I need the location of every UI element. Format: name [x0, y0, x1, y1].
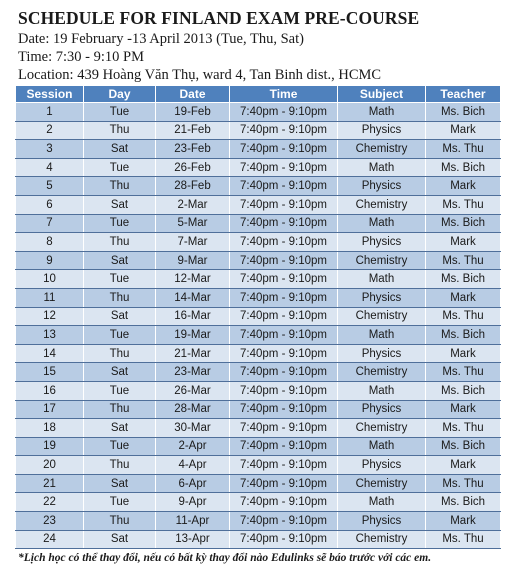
date-cell: 28-Feb — [156, 177, 230, 196]
date-cell: 9-Apr — [156, 493, 230, 512]
date-cell: 9-Mar — [156, 251, 230, 270]
time-cell: 7:40pm - 9:10pm — [230, 437, 338, 456]
teacher-cell: Mark — [426, 121, 501, 140]
location-line: Location: 439 Hoàng Văn Thụ, ward 4, Tan Binh dist., HCMC — [18, 67, 382, 83]
time-cell: 7:40pm - 9:10pm — [230, 493, 338, 512]
table-row — [16, 363, 501, 382]
time-cell: 7:40pm - 9:10pm — [230, 326, 338, 345]
time-cell: 7:40pm - 9:10pm — [230, 140, 338, 159]
session-cell: 12 — [16, 307, 84, 326]
teacher-cell: Ms. Bich — [426, 103, 501, 122]
session-cell: 22 — [16, 493, 84, 512]
day-cell: Tue — [84, 214, 156, 233]
teacher-cell: Ms. Thu — [426, 140, 501, 159]
table-row — [16, 530, 501, 549]
table-row — [16, 177, 501, 196]
subject-cell: Physics — [338, 233, 426, 252]
day-cell: Sat — [84, 530, 156, 549]
subject-cell: Chemistry — [338, 474, 426, 493]
day-cell: Sat — [84, 474, 156, 493]
day-cell: Thu — [84, 121, 156, 140]
time-cell: 7:40pm - 9:10pm — [230, 474, 338, 493]
session-cell: 24 — [16, 530, 84, 549]
table-row — [16, 400, 501, 419]
session-cell: 4 — [16, 158, 84, 177]
teacher-cell: Mark — [426, 400, 501, 419]
table-row — [16, 288, 501, 307]
subject-cell: Chemistry — [338, 530, 426, 549]
day-cell: Thu — [84, 233, 156, 252]
time-cell: 7:40pm - 9:10pm — [230, 344, 338, 363]
date-line: Date: 19 February -13 April 2013 (Tue, Thu, Sat) — [18, 31, 304, 47]
time-cell: 7:40pm - 9:10pm — [230, 177, 338, 196]
day-cell: Thu — [84, 400, 156, 419]
time-cell: 7:40pm - 9:10pm — [230, 270, 338, 289]
date-cell: 23-Feb — [156, 140, 230, 159]
table-row — [16, 214, 501, 233]
teacher-cell: Ms. Bich — [426, 326, 501, 345]
date-cell: 19-Mar — [156, 326, 230, 345]
day-cell: Sat — [84, 307, 156, 326]
time-cell: 7:40pm - 9:10pm — [230, 530, 338, 549]
session-cell: 5 — [16, 177, 84, 196]
session-cell: 19 — [16, 437, 84, 456]
date-cell: 14-Mar — [156, 288, 230, 307]
time-cell: 7:40pm - 9:10pm — [230, 158, 338, 177]
table-row — [16, 103, 501, 122]
day-cell: Tue — [84, 326, 156, 345]
time-cell: 7:40pm - 9:10pm — [230, 363, 338, 382]
day-cell: Thu — [84, 288, 156, 307]
table-row — [16, 437, 501, 456]
subject-cell: Physics — [338, 400, 426, 419]
column-header-date: Date — [156, 86, 230, 103]
session-cell: 14 — [16, 344, 84, 363]
date-cell: 7-Mar — [156, 233, 230, 252]
table-row — [16, 121, 501, 140]
subject-cell: Chemistry — [338, 363, 426, 382]
subject-cell: Physics — [338, 344, 426, 363]
subject-cell: Math — [338, 103, 426, 122]
day-cell: Thu — [84, 512, 156, 531]
subject-cell: Physics — [338, 288, 426, 307]
schedule-table — [15, 85, 501, 549]
teacher-cell: Ms. Bich — [426, 381, 501, 400]
subject-cell: Physics — [338, 456, 426, 475]
teacher-cell: Ms. Bich — [426, 437, 501, 456]
schedule-table-body — [16, 103, 501, 549]
session-cell: 17 — [16, 400, 84, 419]
footnote: *Lịch học có thể thay đổi, nếu có bất kỳ thay đổi nào Edulinks sẽ báo trước với các em. — [18, 552, 432, 564]
table-row — [16, 474, 501, 493]
date-cell: 21-Mar — [156, 344, 230, 363]
session-cell: 1 — [16, 103, 84, 122]
subject-cell: Math — [338, 437, 426, 456]
subject-cell: Math — [338, 270, 426, 289]
date-cell: 2-Apr — [156, 437, 230, 456]
date-cell: 2-Mar — [156, 195, 230, 214]
time-cell: 7:40pm - 9:10pm — [230, 307, 338, 326]
table-row — [16, 158, 501, 177]
session-cell: 7 — [16, 214, 84, 233]
teacher-cell: Ms. Thu — [426, 419, 501, 438]
time-cell: 7:40pm - 9:10pm — [230, 195, 338, 214]
session-cell: 2 — [16, 121, 84, 140]
time-cell: 7:40pm - 9:10pm — [230, 121, 338, 140]
date-cell: 30-Mar — [156, 419, 230, 438]
table-row — [16, 344, 501, 363]
date-cell: 5-Mar — [156, 214, 230, 233]
time-cell: 7:40pm - 9:10pm — [230, 214, 338, 233]
day-cell: Sat — [84, 251, 156, 270]
date-cell: 19-Feb — [156, 103, 230, 122]
table-row — [16, 251, 501, 270]
teacher-cell: Mark — [426, 233, 501, 252]
date-cell: 16-Mar — [156, 307, 230, 326]
date-cell: 23-Mar — [156, 363, 230, 382]
subject-cell: Math — [338, 493, 426, 512]
date-cell: 21-Feb — [156, 121, 230, 140]
subject-cell: Physics — [338, 177, 426, 196]
day-cell: Sat — [84, 140, 156, 159]
subject-cell: Physics — [338, 512, 426, 531]
day-cell: Thu — [84, 456, 156, 475]
session-cell: 6 — [16, 195, 84, 214]
date-cell: 13-Apr — [156, 530, 230, 549]
time-cell: 7:40pm - 9:10pm — [230, 103, 338, 122]
table-row — [16, 307, 501, 326]
column-header-day: Day — [84, 86, 156, 103]
session-cell: 8 — [16, 233, 84, 252]
time-cell: 7:40pm - 9:10pm — [230, 419, 338, 438]
time-cell: 7:40pm - 9:10pm — [230, 381, 338, 400]
session-cell: 20 — [16, 456, 84, 475]
subject-cell: Math — [338, 158, 426, 177]
teacher-cell: Mark — [426, 456, 501, 475]
table-row — [16, 419, 501, 438]
teacher-cell: Ms. Thu — [426, 363, 501, 382]
teacher-cell: Ms. Thu — [426, 474, 501, 493]
subject-cell: Physics — [338, 121, 426, 140]
teacher-cell: Ms. Thu — [426, 530, 501, 549]
table-row — [16, 326, 501, 345]
teacher-cell: Ms. Bich — [426, 158, 501, 177]
day-cell: Tue — [84, 158, 156, 177]
time-cell: 7:40pm - 9:10pm — [230, 251, 338, 270]
day-cell: Tue — [84, 381, 156, 400]
document-title: SCHEDULE FOR FINLAND EXAM PRE-COURSE — [18, 8, 420, 28]
teacher-cell: Ms. Thu — [426, 307, 501, 326]
table-row — [16, 381, 501, 400]
table-row — [16, 233, 501, 252]
day-cell: Tue — [84, 103, 156, 122]
date-cell: 4-Apr — [156, 456, 230, 475]
date-cell: 26-Feb — [156, 158, 230, 177]
session-cell: 11 — [16, 288, 84, 307]
day-cell: Thu — [84, 177, 156, 196]
session-cell: 3 — [16, 140, 84, 159]
subject-cell: Math — [338, 381, 426, 400]
subject-cell: Math — [338, 214, 426, 233]
teacher-cell: Ms. Bich — [426, 214, 501, 233]
day-cell: Tue — [84, 437, 156, 456]
table-row — [16, 270, 501, 289]
time-cell: 7:40pm - 9:10pm — [230, 288, 338, 307]
subject-cell: Chemistry — [338, 419, 426, 438]
day-cell: Thu — [84, 344, 156, 363]
table-row — [16, 512, 501, 531]
day-cell: Sat — [84, 419, 156, 438]
date-cell: 26-Mar — [156, 381, 230, 400]
day-cell: Tue — [84, 270, 156, 289]
session-cell: 21 — [16, 474, 84, 493]
session-cell: 10 — [16, 270, 84, 289]
teacher-cell: Ms. Thu — [426, 195, 501, 214]
date-cell: 6-Apr — [156, 474, 230, 493]
day-cell: Sat — [84, 363, 156, 382]
table-row — [16, 493, 501, 512]
time-line: Time: 7:30 - 9:10 PM — [18, 49, 144, 65]
table-row — [16, 195, 501, 214]
subject-cell: Math — [338, 326, 426, 345]
table-row — [16, 456, 501, 475]
teacher-cell: Ms. Bich — [426, 493, 501, 512]
time-cell: 7:40pm - 9:10pm — [230, 400, 338, 419]
table-row — [16, 140, 501, 159]
day-cell: Tue — [84, 493, 156, 512]
column-header-time: Time — [230, 86, 338, 103]
session-cell: 16 — [16, 381, 84, 400]
session-cell: 13 — [16, 326, 84, 345]
column-header-teacher: Teacher — [426, 86, 501, 103]
teacher-cell: Ms. Bich — [426, 270, 501, 289]
teacher-cell: Mark — [426, 177, 501, 196]
subject-cell: Chemistry — [338, 140, 426, 159]
teacher-cell: Mark — [426, 512, 501, 531]
teacher-cell: Mark — [426, 344, 501, 363]
time-cell: 7:40pm - 9:10pm — [230, 233, 338, 252]
date-cell: 11-Apr — [156, 512, 230, 531]
day-cell: Sat — [84, 195, 156, 214]
session-cell: 15 — [16, 363, 84, 382]
teacher-cell: Ms. Thu — [426, 251, 501, 270]
subject-cell: Chemistry — [338, 251, 426, 270]
column-header-session: Session — [16, 86, 84, 103]
teacher-cell: Mark — [426, 288, 501, 307]
subject-cell: Chemistry — [338, 195, 426, 214]
column-header-subject: Subject — [338, 86, 426, 103]
date-cell: 28-Mar — [156, 400, 230, 419]
session-cell: 9 — [16, 251, 84, 270]
subject-cell: Chemistry — [338, 307, 426, 326]
session-cell: 18 — [16, 419, 84, 438]
session-cell: 23 — [16, 512, 84, 531]
time-cell: 7:40pm - 9:10pm — [230, 512, 338, 531]
time-cell: 7:40pm - 9:10pm — [230, 456, 338, 475]
date-cell: 12-Mar — [156, 270, 230, 289]
table-header-row — [16, 86, 501, 103]
